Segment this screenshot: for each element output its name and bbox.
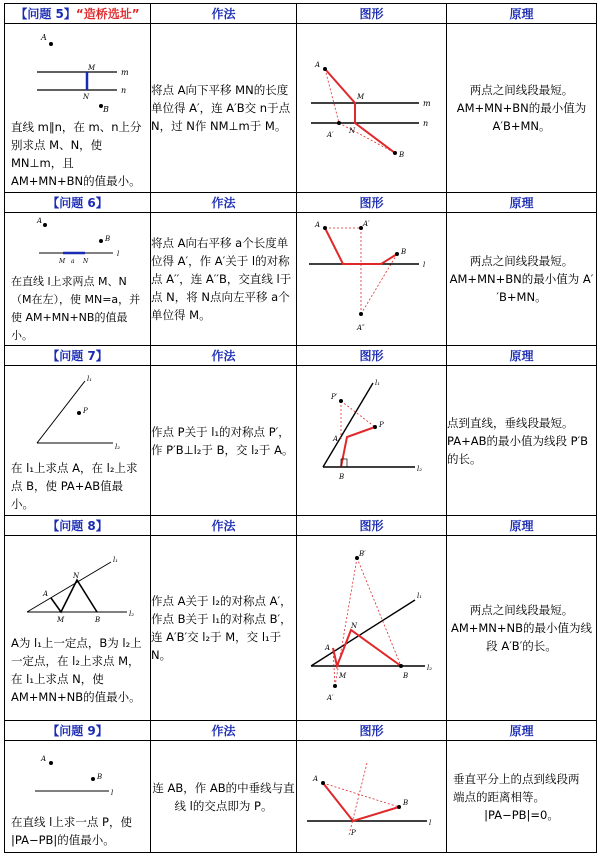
row-6	[5, 213, 597, 346]
condition-cell-8	[5, 536, 151, 721]
column-figure: 图形	[297, 4, 447, 24]
column-method: 作法	[151, 4, 297, 24]
problem-title-6: 【问题 6】	[5, 193, 151, 213]
problem-figure-6	[5, 213, 151, 269]
problem-subtitle-5: “造桥选址”	[75, 7, 140, 21]
method-cell-5: 将点 A向下平移 MN的长度单位得 A′，连 A′B交 n于点 N，过 N作 NM⊥m于 M。	[151, 24, 297, 193]
svg-text:M: M	[357, 93, 365, 101]
method-cell-9: 连 AB，作 AB的中垂线与直线 l的交点即为 P。	[151, 741, 297, 853]
svg-text:B: B	[403, 672, 409, 680]
svg-text:l: l	[423, 261, 426, 269]
svg-text:l₁: l₁	[417, 592, 423, 600]
svg-text:n: n	[423, 119, 429, 128]
svg-text:n: n	[121, 86, 127, 95]
column-figure-7: 图形	[297, 346, 447, 366]
problem-title-9: 【问题 9】	[5, 721, 151, 741]
problem-title-8: 【问题 8】	[5, 516, 151, 536]
condition-cell-5	[5, 24, 151, 193]
problem-figure-9	[5, 745, 151, 809]
svg-text:l₁: l₁	[87, 374, 93, 383]
svg-text:l₂: l₂	[417, 464, 423, 473]
header-row-5	[5, 4, 597, 24]
row-9	[5, 741, 597, 853]
figure-cell-9	[297, 741, 447, 853]
svg-text:B: B	[399, 151, 405, 159]
svg-text:l₁: l₁	[375, 378, 381, 387]
condition-cell-7	[5, 366, 151, 516]
svg-text:B: B	[95, 616, 101, 624]
header-row-9	[5, 721, 597, 741]
figure-cell-6	[297, 213, 447, 346]
svg-text:A: A	[41, 754, 47, 763]
header-row-7	[5, 346, 597, 366]
svg-text:l₂: l₂	[129, 610, 135, 618]
column-figure-8: 图形	[297, 516, 447, 536]
svg-text:P: P	[351, 828, 356, 837]
solution-figure-6	[297, 214, 447, 340]
svg-text:P′: P′	[331, 392, 338, 401]
svg-text:A: A	[313, 774, 319, 783]
column-method-8: 作法	[151, 516, 297, 536]
svg-text:A: A	[325, 644, 331, 652]
solution-figure-5	[297, 51, 447, 161]
svg-text:A′: A′	[327, 694, 334, 702]
svg-text:B: B	[403, 798, 409, 807]
principle-cell-8: 两点之间线段最短。AM+MN+NB的最小值为线段 A′B′的长。	[447, 536, 597, 721]
method-cell-7: 作点 P关于 l₁的对称点 P′，作 P′B⊥l₂于 B，交 l₂于 A。	[151, 366, 297, 516]
column-method-9: 作法	[151, 721, 297, 741]
problem-figure-8	[5, 550, 151, 630]
svg-text:A: A	[43, 590, 49, 598]
column-principle-9: 原理	[447, 721, 597, 741]
svg-text:M: M	[88, 64, 96, 72]
row-8	[5, 536, 597, 721]
svg-text:l: l	[117, 250, 120, 258]
column-principle: 原理	[447, 4, 597, 24]
svg-text:l₂: l₂	[427, 664, 433, 672]
condition-cell-9	[5, 741, 151, 853]
column-method-7: 作法	[151, 346, 297, 366]
principle-cell-7: 点到直线，垂线段最短。PA+AB的最小值为线段 P′B的长。	[447, 366, 597, 516]
condition-cell-6	[5, 213, 151, 346]
svg-text:B: B	[105, 235, 111, 243]
problem-condition-5: 直线 m∥n，在 m、n上分别求点 M、N，使 MN⊥m，且 AM+MN+BN的值最小。	[11, 120, 142, 188]
principle-cell-5: 两点之间线段最短。AM+MN+BN的最小值为 A′B+MN。	[447, 24, 597, 193]
problem-condition-6: 在直线 l上求两点 M、N（M在左），使 MN=a，并使 AM+MN+NB的值最小。	[11, 275, 141, 342]
svg-text:m: m	[121, 68, 129, 77]
method-cell-6: 将点 A向右平移 a个长度单位得 A′，作 A′关于 l的对称点 A′′，连 A′′B，交直线 l于点 N，将 N点向左平移 a个单位得 M。	[151, 213, 297, 346]
solution-figure-7	[297, 369, 447, 509]
svg-text:l₁: l₁	[113, 556, 119, 564]
svg-text:l: l	[111, 788, 114, 797]
problem-condition-9: 在直线 l上求一点 P，使 |PA−PB|的值最小。	[11, 814, 132, 847]
method-cell-8: 作点 A关于 l₂的对称点 A′，作点 B关于 l₁的对称点 B′，连 A′B′交 l₂于 M，交 l₁于 N。	[151, 536, 297, 721]
principle-9-line2: |PA−PB|=0。	[484, 807, 559, 822]
svg-text:A″: A″	[357, 324, 365, 332]
svg-text:A′: A′	[363, 220, 370, 228]
svg-text:A: A	[315, 61, 321, 69]
problem-title-7: 【问题 7】	[5, 346, 151, 366]
svg-text:N: N	[83, 258, 89, 265]
svg-text:N: N	[351, 622, 358, 630]
svg-text:B′: B′	[359, 550, 366, 558]
problem-title-5: 【问题 5】“造桥选址”	[5, 4, 151, 24]
svg-text:B: B	[339, 472, 345, 481]
svg-text:M: M	[59, 258, 66, 265]
svg-text:m: m	[423, 99, 431, 108]
solution-figure-9	[297, 743, 447, 847]
svg-text:l₂: l₂	[115, 442, 121, 451]
svg-text:P: P	[379, 420, 384, 429]
svg-text:A′: A′	[327, 131, 334, 139]
svg-text:N: N	[349, 127, 356, 135]
problem-figure-5	[5, 26, 151, 114]
row-5	[5, 24, 597, 193]
header-row-8	[5, 516, 597, 536]
column-figure-9: 图形	[297, 721, 447, 741]
svg-text:B: B	[103, 105, 109, 114]
svg-text:l: l	[429, 818, 432, 827]
svg-text:P: P	[83, 406, 88, 415]
header-row-6	[5, 193, 597, 213]
problem-condition-7: 在 l₁上求点 A，在 l₂上求点 B，使 PA+AB值最小。	[11, 460, 138, 511]
column-principle-6: 原理	[447, 193, 597, 213]
column-figure-6: 图形	[297, 193, 447, 213]
figure-cell-5	[297, 24, 447, 193]
row-7	[5, 366, 597, 516]
solution-figure-8	[297, 536, 447, 716]
principle-9-line1: 垂直平分上的点到线段两端点的距离相等。	[453, 771, 580, 804]
svg-text:A: A	[41, 33, 47, 42]
svg-text:B: B	[401, 248, 407, 256]
column-method-6: 作法	[151, 193, 297, 213]
solution-table	[4, 3, 597, 853]
svg-text:A: A	[37, 217, 43, 225]
svg-text:B: B	[97, 772, 103, 781]
column-principle-7: 原理	[447, 346, 597, 366]
svg-text:M: M	[57, 616, 65, 624]
figure-cell-7	[297, 366, 447, 516]
svg-text:N: N	[73, 572, 80, 580]
problem-condition-8: A为 l₁上一定点，B为 l₂上一定点，在 l₂上求点 M，在 l₁上求点 N，使 AM+MN+NB的值最小。	[11, 636, 142, 704]
principle-cell-6: 两点之间线段最短。AM+MN+BN的最小值为 A′′B+MN。	[447, 213, 597, 346]
svg-text:M: M	[339, 672, 347, 680]
svg-text:A: A	[315, 221, 321, 229]
svg-text:a: a	[71, 258, 75, 265]
figure-cell-8	[297, 536, 447, 721]
problem-figure-7	[5, 369, 151, 455]
svg-text:N: N	[83, 93, 90, 101]
principle-cell-9	[447, 741, 597, 853]
svg-text:A: A	[333, 434, 339, 443]
column-principle-8: 原理	[447, 516, 597, 536]
